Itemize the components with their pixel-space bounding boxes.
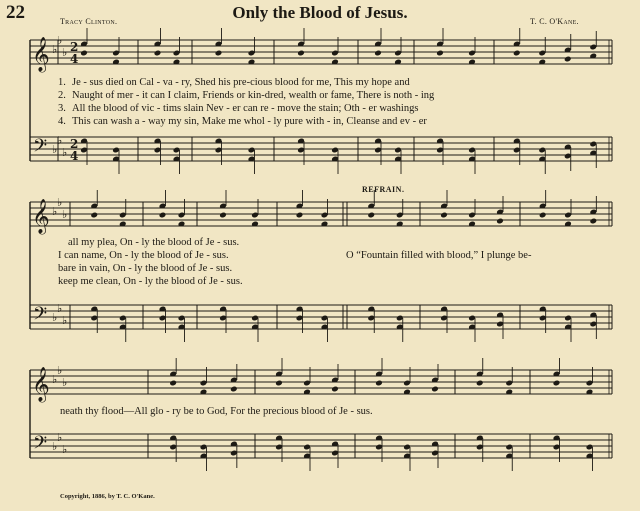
notehead [90,212,98,219]
time-signature-bottom: 4 [70,52,79,66]
notehead [496,218,504,225]
notehead [553,380,561,387]
refrain-label: REFRAIN. [362,185,405,194]
notehead [297,50,305,57]
notehead [513,50,521,57]
verse-line-3-cont: bare in vain, On - ly the blood of Je - sus. [58,263,233,274]
notehead [169,380,177,387]
flat-sign: ♭ [62,314,68,327]
flat-sign: ♭ [62,443,68,456]
hymn-title: Only the Blood of Jesus. [232,3,408,22]
notehead [564,56,572,63]
verse-line-3: 3. All the blood of vic - tims slain Nev - er can re - move the stain; Oth - er washings [58,103,419,114]
flat-sign: ♭ [57,196,63,209]
flat-sign: ♭ [52,373,58,386]
author-credit: Tracy Clinton. [60,17,118,26]
treble-clef: 𝄞 [32,37,50,72]
notehead [331,386,339,393]
time-signature-top: 2 [70,137,79,151]
notehead [219,212,227,219]
bass-clef: 𝄢 [33,136,48,161]
verse-line-2-cont: I can name, On - ly the blood of Je - sus. [58,250,229,261]
notehead [431,386,439,393]
notehead [476,380,484,387]
treble-clef: 𝄞 [32,367,50,402]
notehead [159,212,167,219]
flat-sign: ♭ [52,205,58,218]
flat-sign: ♭ [62,46,68,59]
flat-sign: ♭ [62,146,68,159]
flat-sign: ♭ [52,43,58,56]
verse-line-4: 4. This can wash a - way my sin, Make me whol - ly pure with - in, Cleanse and ev - er [58,116,427,127]
bass-clef: 𝄢 [33,304,48,329]
verse-line-1-cont: all my plea, On - ly the blood of Je - sus. [68,237,240,248]
verse-line-4-cont: keep me clean, On - ly the blood of Je - sus. [58,276,243,287]
notehead [374,50,382,57]
verse-line-2: 2. Naught of mer - it can I claim, Friends or kin-dred, wealth or fame, There is noth - ing [58,90,435,101]
notehead [440,212,448,219]
notehead [230,386,238,393]
treble-clef: 𝄞 [32,199,50,234]
flat-sign: ♭ [62,208,68,221]
verse-line-1: 1. Je - sus died on Cal - va - ry, Shed his pre-cious blood for me, This my hope and [58,77,410,88]
composer-credit: T. C. O'Kane. [530,17,579,26]
time-signature-top: 2 [70,40,79,54]
flat-sign: ♭ [52,143,58,156]
flat-sign: ♭ [57,134,63,147]
notehead [367,212,375,219]
notehead [80,50,88,57]
flat-sign: ♭ [52,440,58,453]
closing-lyrics: neath thy flood—All glo - ry be to God, For the precious blood of Je - sus. [60,406,373,417]
flat-sign: ♭ [57,302,63,315]
notehead [436,50,444,57]
notehead [296,212,304,219]
notehead [154,50,162,57]
time-signature-bottom: 4 [70,149,79,163]
flat-sign: ♭ [57,34,63,47]
notehead [375,380,383,387]
refrain-lyrics: O “Fountain filled with blood,” I plunge be- [346,250,532,261]
page-number: 22 [6,2,25,23]
flat-sign: ♭ [57,431,63,444]
notehead [215,50,223,57]
notehead [275,380,283,387]
copyright-notice: Copyright, 1886, by T. C. O'Kane. [60,493,155,500]
notehead [590,218,598,225]
flat-sign: ♭ [57,364,63,377]
notehead [539,212,547,219]
flat-sign: ♭ [52,311,58,324]
bass-clef: 𝄢 [33,433,48,458]
flat-sign: ♭ [62,376,68,389]
